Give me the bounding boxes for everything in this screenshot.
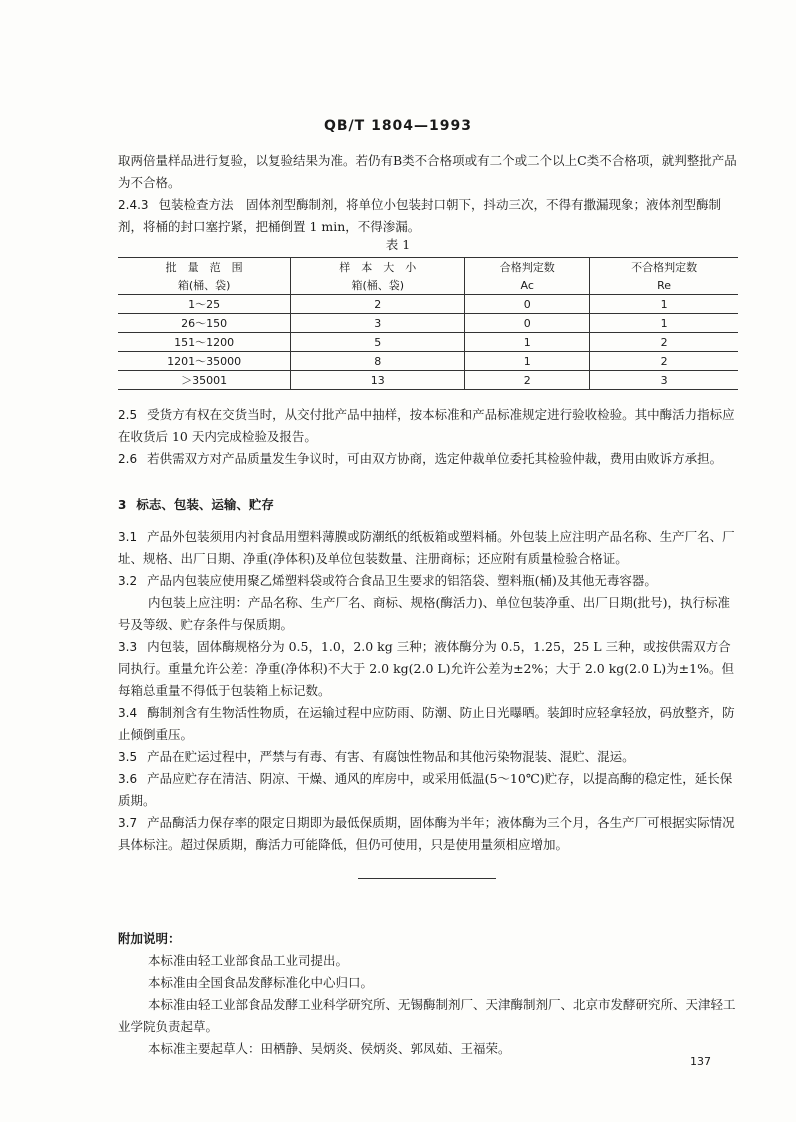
clause-3-3: [118, 636, 738, 702]
table-row: [118, 314, 738, 333]
clause-number: 2.5: [118, 408, 138, 422]
table-cell: 8: [291, 352, 465, 371]
header-batch-range: 批 量 范 围: [118, 258, 291, 277]
retest-paragraph: [118, 150, 738, 238]
table-cell: 3: [291, 314, 465, 333]
clause-number: 3.5: [118, 750, 138, 764]
header-reject-number: 不合格判定数: [590, 258, 738, 277]
clause-number: 3.2: [118, 574, 138, 588]
clause-2-6: [118, 448, 738, 470]
clause-text: 受货方有权在交货当时，从交付批产品中抽样，按本标准和产品标准规定进行验收检验。其中酶活力指标应在收货后 10 天内完成检验及报告。: [118, 407, 735, 444]
table-cell: 0: [465, 314, 590, 333]
clause-text: 产品应贮存在清洁、阴凉、干燥、通风的库房中，或采用低温(5～10℃)贮存，以提高酶的稳定性，延长保质期。: [118, 771, 733, 808]
subheader-cell: Ac: [465, 276, 590, 295]
sampling-table: [118, 257, 738, 390]
additional-notes: [118, 928, 738, 1060]
clause-text: 若供需双方对产品质量发生争议时，可由双方协商，选定仲裁单位委托其检验仲裁，费用由败诉方承担。: [147, 451, 723, 466]
table-cell: 3: [590, 371, 738, 390]
clause-number: 3.6: [118, 772, 138, 786]
clause-text: 包装检查方法 固体剂型酶制剂，将单位小包装封口朝下，抖动三次，不得有撒漏现象；液体剂型酶制剂，将桶的封口塞拧紧，把桶倒置 1 min，不得渗漏。: [118, 197, 722, 234]
table-row: [118, 352, 738, 371]
note-line: 本标准由全国食品发酵标准化中心归口。: [148, 975, 374, 990]
table-cell: 1: [590, 295, 738, 314]
clause-3-5: [118, 746, 738, 768]
clause-number: 3.1: [118, 530, 138, 544]
page-number: 137: [690, 1055, 711, 1068]
note-line: 本标准由轻工业部食品发酵工业科学研究所、无锡酶制剂厂、天津酶制剂厂、北京市发酵研究所、天津轻工业学院负责起草。: [118, 997, 736, 1034]
table-cell: ＞35001: [118, 371, 291, 390]
section-3-heading: [118, 494, 738, 516]
table-cell: 1～25: [118, 295, 291, 314]
clause-3-2: [118, 570, 738, 592]
clause-number: 3.7: [118, 816, 138, 830]
table-cell: 13: [291, 371, 465, 390]
clause-text: 产品内包装应使用聚乙烯塑料袋或符合食品卫生要求的铝箔袋、塑料瓶(桶)及其他无毒容器。: [147, 573, 657, 588]
section-number: 3: [118, 498, 127, 512]
subheader-cell: Re: [590, 276, 738, 295]
clause-3-4: [118, 702, 738, 746]
table-cell: 1: [465, 352, 590, 371]
section-2-tail: [118, 404, 738, 470]
table-cell: 151～1200: [118, 333, 291, 352]
table-cell: 1: [590, 314, 738, 333]
table-row: [118, 333, 738, 352]
table-cell: 1201～35000: [118, 352, 291, 371]
clause-number: 3.3: [118, 640, 138, 654]
clause-text: 产品在贮运过程中，严禁与有毒、有害、有腐蚀性物品和其他污染物混装、混贮、混运。: [147, 749, 635, 764]
clause-3-7: [118, 812, 738, 856]
clause-2-4-3: [118, 194, 738, 238]
subheader-cell: 箱(桶、袋): [118, 276, 291, 295]
subheader-cell: 箱(桶、袋): [291, 276, 465, 295]
table-cell: 2: [465, 371, 590, 390]
header-sample-size: 样 本 大 小: [291, 258, 465, 277]
note-line: 本标准由轻工业部食品工业司提出。: [148, 953, 349, 968]
end-rule-divider: [358, 878, 496, 879]
table-title: 表 1: [385, 237, 411, 252]
note-line: 本标准主要起草人：田栖静、吴炳炎、侯炳炎、郭凤茹、王福荣。: [148, 1041, 511, 1056]
table-cell: 2: [590, 333, 738, 352]
notes-title: 附加说明：: [118, 931, 181, 946]
clause-2-5: [118, 404, 738, 448]
table-subheader-row: [118, 276, 738, 295]
table-row: [118, 371, 738, 390]
section-3-body: [118, 526, 738, 856]
table-cell: 2: [590, 352, 738, 371]
clause-number: 2.4.3: [118, 198, 149, 212]
table-cell: 1: [465, 333, 590, 352]
table-row: [118, 295, 738, 314]
clause-text: 内包装，固体酶规格分为 0.5，1.0，2.0 kg 三种；液体酶分为 0.5，1.25，25 L 三种，或按供需双方合同执行。重量允许公差：净重(净体积)不大于 2.0 kg(2.0 L)允许公差为±2%；大于 2.0 kg(2.0 L)为±1%。但每箱总重量不得低于包装箱上标记数。: [118, 639, 734, 698]
table-cell: 26～150: [118, 314, 291, 333]
clause-text: 产品外包装须用内衬食品用塑料薄膜或防潮纸的纸板箱或塑料桶。外包装上应注明产品名称、生产厂名、厂址、规格、出厂日期、净重(净体积)及单位包装数量、注册商标；还应附有质量检验合格证。: [118, 529, 735, 566]
clause-text: 产品酶活力保存率的限定日期即为最低保质期，固体酶为半年；液体酶为三个月，各生产厂可根据实际情况具体标注。超过保质期，酶活力可能降低，但仍可使用，只是使用量须相应增加。: [118, 815, 735, 852]
header-accept-number: 合格判定数: [465, 258, 590, 277]
clause-3-1: [118, 526, 738, 570]
section-title: 标志、包装、运输、贮存: [136, 497, 274, 512]
standard-code-header: QB/T 1804—1993: [323, 118, 473, 134]
clause-3-6: [118, 768, 738, 812]
clause-number: 2.6: [118, 452, 138, 466]
clause-text: 酶制剂含有生物活性物质，在运输过程中应防雨、防潮、防止日光曝晒。装卸时应轻拿轻放，码放整齐，防止倾倒重压。: [118, 705, 735, 742]
clause-number: 3.4: [118, 706, 138, 720]
section-heading: [118, 494, 738, 516]
table-cell: 5: [291, 333, 465, 352]
table-header-row: [118, 258, 738, 277]
clause-3-2-continued: 内包装上应注明：产品名称、生产厂名、商标、规格(酶活力)、单位包装净重、出厂日期(批号)，执行标准号及等级、贮存条件与保质期。: [118, 595, 731, 632]
paragraph-text: 取两倍量样品进行复验，以复验结果为准。若仍有B类不合格项或有二个或二个以上C类不合格项，就判整批产品为不合格。: [118, 153, 737, 190]
table-cell: 2: [291, 295, 465, 314]
table-cell: 0: [465, 295, 590, 314]
